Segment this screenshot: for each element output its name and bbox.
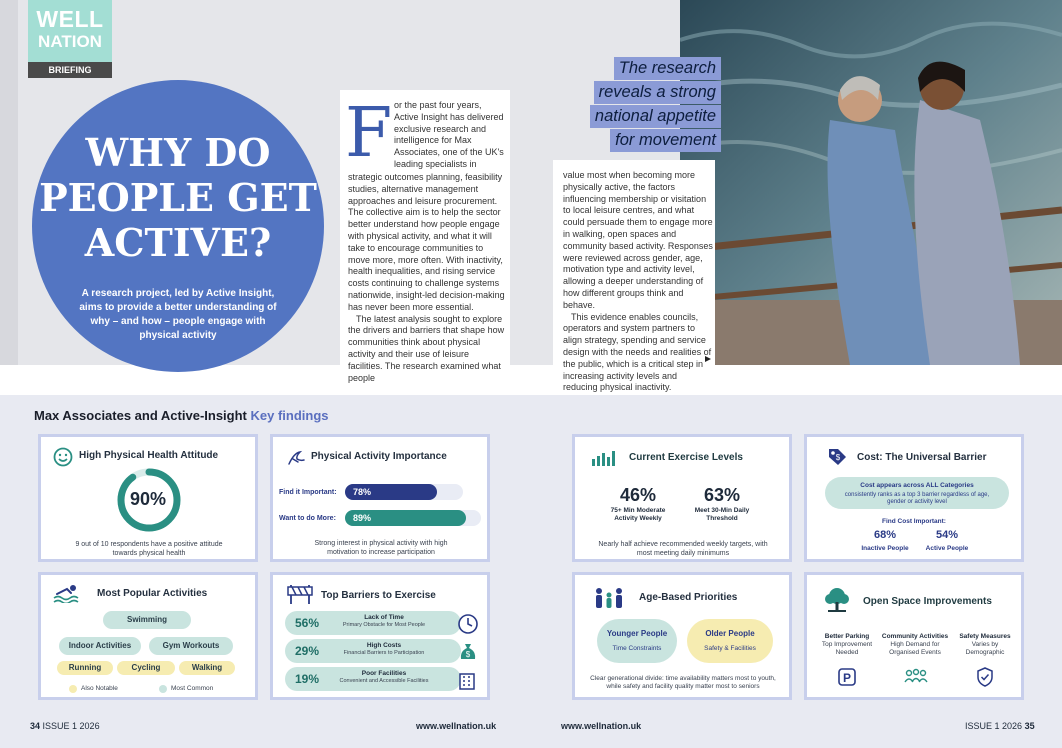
section-tag: BRIEFING <box>28 62 112 78</box>
wellnation-logo <box>28 0 112 78</box>
exercise-stat-label: 75+ Min Moderate Activity Weekly <box>610 507 666 522</box>
barrier-pct: 56% <box>295 616 320 630</box>
article-text-body-2 <box>563 170 713 394</box>
footer-left-folio <box>30 721 100 731</box>
article-column-2 <box>553 160 715 393</box>
bar-chart-icon <box>591 449 619 467</box>
svg-text:P: P <box>842 671 852 685</box>
activity-pill: Cycling <box>117 661 175 675</box>
open-item-desc: Varies by Demographic <box>965 641 1005 656</box>
barrier-sub: Financial Barriers to Participation <box>343 650 425 656</box>
hero-photo-illustration <box>680 0 1062 365</box>
svg-text:$: $ <box>465 650 471 659</box>
article-paragraph: value most when becoming more physically active, the factors influencing membership or visitation to local leisure centres, and what could persuade them to engage more in walking, open spaces and community based activity. Responses were reviewed across gender, age, motivation type and activity level, allowing a deeper understanding of how different groups think and behave. <box>563 170 713 310</box>
legend-label: Also Notable <box>81 685 118 692</box>
age-group-priority: Safety & Facilities <box>704 645 756 652</box>
card-health-attitude <box>38 434 258 562</box>
age-group-younger <box>597 619 677 663</box>
smile-icon <box>53 447 73 467</box>
page-title: WHY DO PEOPLE GET ACTIVE? <box>39 130 317 265</box>
importance-row-label: Want to do More: <box>279 515 336 522</box>
tree-icon <box>823 587 851 613</box>
swimmer-icon <box>53 583 81 603</box>
age-group-priority: Time Constraints <box>612 645 662 652</box>
card-title: Cost: The Universal Barrier <box>857 452 987 463</box>
card-age-priorities <box>572 572 792 700</box>
parking-icon <box>837 667 857 687</box>
attitude-value: 90% <box>129 489 167 509</box>
barrier-pct: 19% <box>295 672 320 686</box>
continue-arrow-icon <box>705 356 711 362</box>
barrier-label: Lack of Time <box>364 614 404 621</box>
barrier-pct: 29% <box>295 644 320 658</box>
logo-line-well: WELL <box>36 6 104 32</box>
activity-pill: Swimming <box>103 611 191 629</box>
importance-row-value: 78% <box>353 487 372 497</box>
card-title: Current Exercise Levels <box>629 452 743 463</box>
legend-label: Most Common <box>171 685 214 692</box>
card-title: Most Popular Activities <box>97 588 208 599</box>
article-text-wrap: or the past four years, Active Insight has delivered exclusive research and intelligence for Max Associates, one of the UK's leading specialists in <box>394 100 504 169</box>
key-findings-title-accent: Key findings <box>250 408 329 423</box>
issue-label: ISSUE 1 2026 <box>42 721 100 731</box>
family-icon <box>593 587 625 609</box>
issue-label: ISSUE 1 2026 <box>965 721 1023 731</box>
article-text-body <box>348 172 506 384</box>
card-popular-activities <box>38 572 258 700</box>
price-tag-icon <box>825 445 849 469</box>
activity-pill: Walking <box>179 661 235 675</box>
barrier-label: High Costs <box>366 642 402 649</box>
exercise-stat-value: 46% <box>619 485 657 505</box>
running-figure-icon <box>285 447 307 469</box>
open-item-name: Community Activities <box>881 633 949 640</box>
exercise-stat-value: 63% <box>703 485 741 505</box>
barrier-sub: Primary Obstacle for Most People <box>342 622 426 628</box>
money-bag-icon <box>457 641 479 663</box>
footer-right-url[interactable]: www.wellnation.uk <box>561 721 642 731</box>
card-activity-importance <box>270 434 490 562</box>
barrier-icon <box>287 583 313 605</box>
activity-pill: Running <box>57 661 113 675</box>
activity-pill: Indoor Activities <box>59 637 141 655</box>
age-group-name: Younger People <box>606 629 668 638</box>
footer-left-url[interactable]: www.wellnation.uk <box>416 721 497 731</box>
community-icon <box>903 667 929 685</box>
pull-quote-line: reveals a strong <box>594 81 721 104</box>
barrier-sub: Convenient and Accessible Facilities <box>339 678 429 684</box>
pull-quote-line: national appetite <box>590 105 721 128</box>
card-exercise-levels <box>572 434 792 562</box>
card-cost-barrier <box>804 434 1024 562</box>
shield-check-icon <box>975 666 995 688</box>
card-title: High Physical Health Attitude <box>79 450 219 461</box>
attitude-note: 9 out of 10 respondents have a positive attitude towards physical health <box>75 541 223 557</box>
card-title: Top Barriers to Exercise <box>321 590 436 601</box>
article-column-1 <box>340 90 510 383</box>
article-paragraph: This evidence enables councils, operators and system partners to align strategy, spending and service design with the needs and realities of the public, which is a critical step in increasing activity levels and reducing physical inactivity. <box>563 311 712 393</box>
card-title: Age-Based Priorities <box>639 592 738 603</box>
clock-icon <box>457 613 479 635</box>
article-paragraph: strategic outcomes planning, feasibility studies, alternative management approaches and leisure procurement. The collective aim is to help the sector better understand how people engage with physical activity, and what it will take to encourage communities to move more, more often. With inactivity, health inequalities, and rising service costs continuing to challenge systems nationwide, insight-led decision-making has never been more essential. <box>348 172 505 312</box>
svg-text:$: $ <box>835 453 841 462</box>
cost-banner <box>825 477 1009 509</box>
key-findings-title <box>34 408 329 423</box>
barrier-row <box>285 611 461 635</box>
card-top-barriers <box>270 572 490 700</box>
barrier-row <box>285 639 461 663</box>
page-gutter-shade <box>0 0 18 365</box>
footer-right-folio <box>965 721 1035 731</box>
open-item-name: Safety Measures <box>959 633 1011 640</box>
card-title: Open Space Improvements <box>863 596 992 607</box>
hero-photo <box>680 0 1062 365</box>
cost-banner-sub: consistently ranks as a top 3 barrier regardless of age, gender or activity level <box>844 492 990 505</box>
legend-swatch-notable <box>69 685 77 693</box>
barrier-row <box>285 667 461 691</box>
pull-quote <box>583 57 721 152</box>
legend-swatch-common <box>159 685 167 693</box>
cost-stat-value: 54% <box>935 529 959 541</box>
cost-banner-title: Cost appears across ALL Categories <box>860 482 974 489</box>
page-number: 35 <box>1024 721 1035 731</box>
age-group-name: Older People <box>705 629 755 638</box>
drop-cap: F <box>345 94 393 173</box>
age-note: Clear generational divide: time availability matters most to youth, while safety and facility quality matter most to seniors <box>590 675 776 690</box>
exercise-stat-label: Meet 30-Min Daily Threshold <box>694 507 750 522</box>
pull-quote-line: for movement <box>610 129 721 152</box>
open-item-desc: Top Improvement Needed <box>821 641 873 656</box>
importance-row-label: Find it Important: <box>279 489 337 496</box>
importance-row-value: 89% <box>353 513 372 523</box>
card-title: Physical Activity Importance <box>311 451 447 462</box>
barrier-label: Poor Facilities <box>361 670 407 677</box>
open-item-desc: High Demand for Organised Events <box>889 641 941 656</box>
pull-quote-line: The research <box>614 57 721 80</box>
cost-find-label: Find Cost Important: <box>882 518 946 525</box>
cost-stat-label: Active People <box>925 545 969 552</box>
exercise-note: Nearly half achieve recommended weekly targets, with most meeting daily minimums <box>598 541 768 557</box>
activity-pill: Gym Workouts <box>149 637 233 655</box>
cost-stat-value: 68% <box>873 529 897 541</box>
importance-note: Strong interest in physical activity with high motivation to increase participation <box>314 540 448 556</box>
open-item-name: Better Parking <box>824 633 870 640</box>
standfirst: A research project, led by Active Insight, aims to provide a better understanding of why – and how – people engage with physical activity <box>79 288 277 341</box>
key-findings-title-plain: Max Associates and Active-Insight <box>34 408 247 423</box>
card-open-space <box>804 572 1024 700</box>
building-icon <box>457 669 479 691</box>
article-paragraph: The latest analysis sought to explore the drivers and barriers that shape how communities think about physical activity and their use of leisure facilities. The research examined what people <box>348 313 505 383</box>
cost-stat-label: Inactive People <box>861 545 909 552</box>
logo-line-nation: NATION <box>38 32 102 51</box>
page-number: 34 <box>30 721 41 731</box>
age-group-older <box>687 619 773 663</box>
